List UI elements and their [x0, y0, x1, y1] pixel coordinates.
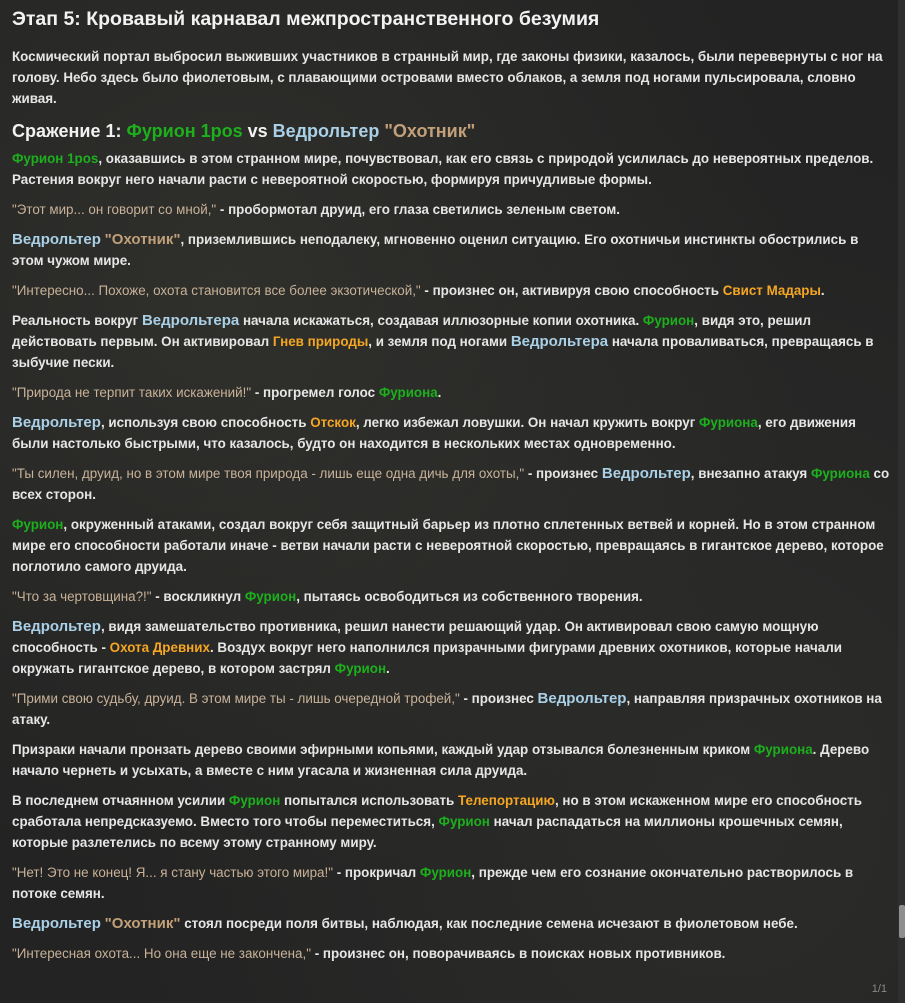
document-content — [12, 6, 890, 973]
name-furion: Фурион — [642, 313, 695, 328]
skill-name: Отскок — [310, 415, 356, 430]
name-furion: Фурион — [12, 517, 64, 532]
story-paragraph — [12, 514, 890, 577]
name-furion: Фурион 1pos — [12, 151, 99, 166]
text-segment: , внезапно атакуя — [690, 466, 811, 481]
text-segment: , видя замешательство противника, решил нанести решающий удар. Он активировал свою самую мощную способность - — [12, 619, 819, 655]
text-segment: . Дерево начало чернеть и усыхать, а вместе с ним угасала и жизненная сила друида. — [12, 742, 870, 778]
text-segment: , пытаясь освободиться из собственного творения. — [296, 589, 643, 604]
text-segment: со всех сторон. — [12, 466, 890, 502]
name-furion: Фурион — [438, 814, 490, 829]
page-indicator: 1/1 — [871, 983, 887, 995]
story-paragraph — [12, 199, 890, 220]
name-furion: Фурион — [419, 865, 472, 880]
name-furion: Фурион — [334, 661, 387, 676]
story-paragraph — [12, 229, 890, 271]
text-segment: стоял посреди поля битвы, наблюдая, как последние семена исчезают в фиолетовом небе. — [180, 916, 798, 931]
text-segment: начала искажаться, создавая иллюзорные копии охотника. — [239, 313, 643, 328]
name-furion: Фуриона — [699, 415, 758, 430]
scrollbar[interactable] — [898, 0, 905, 1003]
story-paragraph — [12, 310, 890, 373]
text-segment: попытался использовать — [280, 793, 459, 808]
text-segment: , видя это, решил действовать первым. Он активировал — [12, 313, 811, 349]
fighter-vedroltor: Ведрольтер — [272, 121, 380, 141]
quote: "Интересно... Похоже, охота становится все более экзотической," — [12, 283, 421, 298]
text-segment: - прокричал — [332, 865, 420, 880]
quote: "Этот мир... он говорит со мной," — [12, 202, 217, 217]
text-segment: - произнес — [524, 466, 602, 481]
name-nick: "Охотник" — [104, 231, 181, 248]
skill-name: Охота Древних — [109, 640, 210, 655]
story-paragraph — [12, 862, 890, 904]
text-segment: , окруженный атаками, создал вокруг себя защитный барьер из плотно сплетенных ветвей и корней. Но в этом странном мире его способности работали иначе - ветви начали расти с невероятной скоростью, превращаясь в гигантское дерево, которое поглотило самого друида. — [12, 517, 884, 574]
name-nick: "Охотник" — [104, 915, 181, 932]
text-segment: - произнес — [459, 691, 538, 706]
name-vedroltor: Ведрольтер — [601, 465, 691, 482]
quote: "Интересная охота... Но она еще не закончена," — [12, 946, 311, 961]
text-segment: , но в этом искаженном мире его способность сработала непредсказуемо. Вместо того чтобы переместиться, — [12, 793, 862, 829]
fighter-nick: "Охотник" — [384, 121, 476, 141]
battle-heading — [12, 118, 890, 144]
name-vedroltor: Ведрольтер — [12, 414, 101, 431]
skill-name: Гнев природы — [272, 334, 369, 349]
story-paragraph — [12, 739, 890, 781]
scrollbar-thumb[interactable] — [899, 905, 905, 938]
text-segment: , используя свою способность — [100, 415, 311, 430]
name-vedroltor: Ведрольтер — [12, 915, 101, 932]
quote: "Что за чертовщина?!" — [12, 589, 152, 604]
story-paragraph — [12, 412, 890, 454]
battle-prefix: Сражение 1: — [12, 121, 127, 141]
intro-paragraph: Космический портал выбросил выживших участников в странный мир, где законы физики, казалось, были перевернуты с ног на голову. Небо здесь было фиолетовым, с плавающими островами вместо облаков, а земля под ногами пульсировала, словно живая. — [12, 49, 883, 106]
text-segment: Призраки начали пронзать дерево своими эфирными копьями, каждый удар отзывался болезненным криком — [12, 742, 754, 757]
text-segment: , направляя призрачных охотников на атаку. — [12, 691, 882, 727]
name-vedroltor: Ведрольтера — [510, 333, 609, 350]
story-paragraph — [12, 616, 890, 679]
name-vedroltor: Ведрольтер — [12, 231, 101, 248]
story-paragraph — [12, 943, 890, 964]
quote: "Природа не терпит таких искажений!" — [12, 385, 252, 400]
name-furion: Фуриона — [810, 466, 870, 481]
story-paragraph — [12, 280, 890, 301]
skill-name: Телепортацию — [458, 793, 555, 808]
name-furion: Фурион — [228, 793, 281, 808]
name-furion: Фуриона — [753, 742, 813, 757]
text-segment: - пробормотал друид, его глаза светились зеленым светом. — [216, 202, 621, 217]
text-segment: - произнес он, активируя свою способность — [420, 283, 723, 298]
quote: "Прими свою судьбу, друид. В этом мире ты - лишь очередной трофей," — [12, 691, 460, 706]
name-vedroltor: Ведрольтер — [12, 618, 101, 635]
name-furion: Фуриона — [378, 385, 438, 400]
page-title: Этап 5: Кровавый карнавал межпространственного безумия — [12, 8, 600, 30]
text-segment: , легко избежал ловушки. Он начал кружить вокруг — [355, 415, 699, 430]
text-segment: - воскликнул — [151, 589, 245, 604]
name-vedroltor: Ведрольтер — [537, 690, 627, 707]
story-paragraph — [12, 688, 890, 730]
text-segment: , его движения были настолько быстрыми, что казалось, будто он находится в нескольких местах одновременно. — [12, 415, 856, 451]
text-segment: . — [437, 385, 442, 400]
text-segment: - прогремел голос — [251, 385, 379, 400]
name-furion: Фурион — [244, 589, 297, 604]
text-segment: , оказавшись в этом странном мире, почувствовал, как его связь с природой усилилась до невероятных пределов. Растения вокруг него начали расти с невероятной скоростью, формируя причудливые формы. — [12, 151, 874, 187]
text-segment: , и земля под ногами — [368, 334, 511, 349]
story-paragraph — [12, 463, 890, 505]
skill-name: Свист Мадары — [722, 283, 821, 298]
text-segment: . — [386, 661, 390, 676]
quote: "Ты силен, друид, но в этом мире твоя природа - лишь еще одна дичь для охоты," — [12, 466, 525, 481]
quote: "Нет! Это не конец! Я... я стану частью этого мира!" — [12, 865, 333, 880]
name-vedroltor: Ведрольтера — [141, 312, 240, 329]
story-paragraph — [12, 913, 890, 934]
text-segment: . Воздух вокруг него наполнился призрачными фигурами древних охотников, которые начали окружать гигантское дерево, в котором застрял — [12, 640, 842, 676]
text-segment: , приземлившись неподалеку, мгновенно оценил ситуацию. Его охотничьи инстинкты обострились в этом чужом мире. — [12, 232, 859, 268]
text-segment: . — [820, 283, 825, 298]
story-paragraph — [12, 148, 890, 190]
fighter-furion: Фурион 1pos — [126, 121, 243, 141]
story-paragraph — [12, 790, 890, 853]
story-paragraph — [12, 586, 890, 607]
vs-label: vs — [242, 121, 273, 141]
text-segment: начал распадаться на миллионы крошечных семян, которые разлетелись по всему этому странному миру. — [12, 814, 843, 850]
text-segment: Реальность вокруг — [12, 313, 142, 328]
text-segment: В последнем отчаянном усилии — [12, 793, 229, 808]
text-segment: , прежде чем его сознание окончательно растворилось в потоке семян. — [12, 865, 854, 901]
text-segment: начала проваливаться, превращаясь в зыбучие пески. — [12, 334, 874, 370]
text-segment: - произнес он, поворачиваясь в поисках новых противников. — [310, 946, 726, 961]
story-paragraph — [12, 382, 890, 403]
